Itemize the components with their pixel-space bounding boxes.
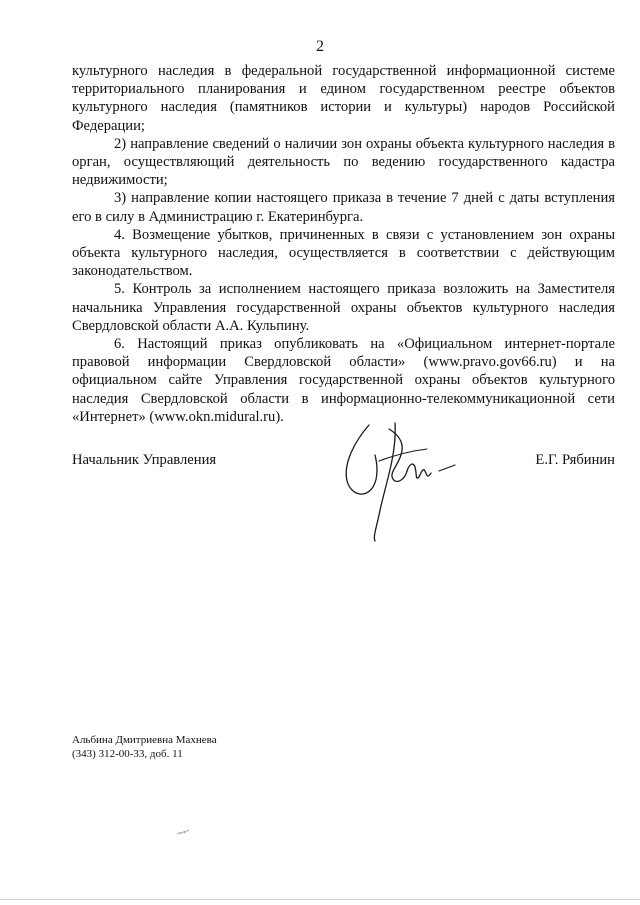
executor-phone: (343) 312-00-33, доб. 11 — [72, 748, 183, 760]
order-body — [72, 62, 615, 426]
paragraph-continuation: культурного наследия в федеральной государственной информационной системе территориального планирования и едином государственном реестре объектов культурного наследия (памятников истории и культуры) народов Российской Федерации; — [72, 63, 615, 134]
signer-name: Е.Г. Рябинин — [535, 452, 615, 468]
page-number: 2 — [316, 38, 324, 55]
page-bottom-edge — [0, 899, 640, 900]
paragraph-item-3: 3) направление копии настоящего приказа в течение 7 дней с даты вступления его в силу в Администрацию г. Екатеринбурга. — [72, 190, 615, 225]
paragraph-point-6: 6. Настоящий приказ опубликовать на «Официальном интернет-портале правовой информации Свердловской области» (www.pravo.gov66.ru) и на официальном сайте Управления государственной охраны объектов культурного наследия Свердловской области в информационно-телекоммуникационной сети «Интернет» (www.okn.midural.ru). — [72, 336, 615, 425]
paragraph-item-2: 2) направление сведений о наличии зон охраны объекта культурного наследия в орган, осуществляющий деятельность по ведению государственного кадастра недвижимости; — [72, 135, 615, 189]
handwritten-signature — [335, 415, 465, 545]
paragraph-point-5: 5. Контроль за исполнением настоящего приказа возложить на Заместителя начальника Управления государственной охраны объектов культурного наследия Свердловской области А.А. Кульпину. — [72, 281, 615, 334]
executor-name: Альбина Дмитриевна Махнева — [72, 734, 217, 746]
executor-info — [72, 733, 217, 761]
paragraph-point-4: 4. Возмещение убытков, причиненных в связи с установлением зон охраны объекта культурного наследия, осуществляется в соответствии с действующим законодательством. — [72, 226, 615, 280]
stray-mark — [176, 828, 190, 836]
signer-title: Начальник Управления — [72, 452, 217, 468]
